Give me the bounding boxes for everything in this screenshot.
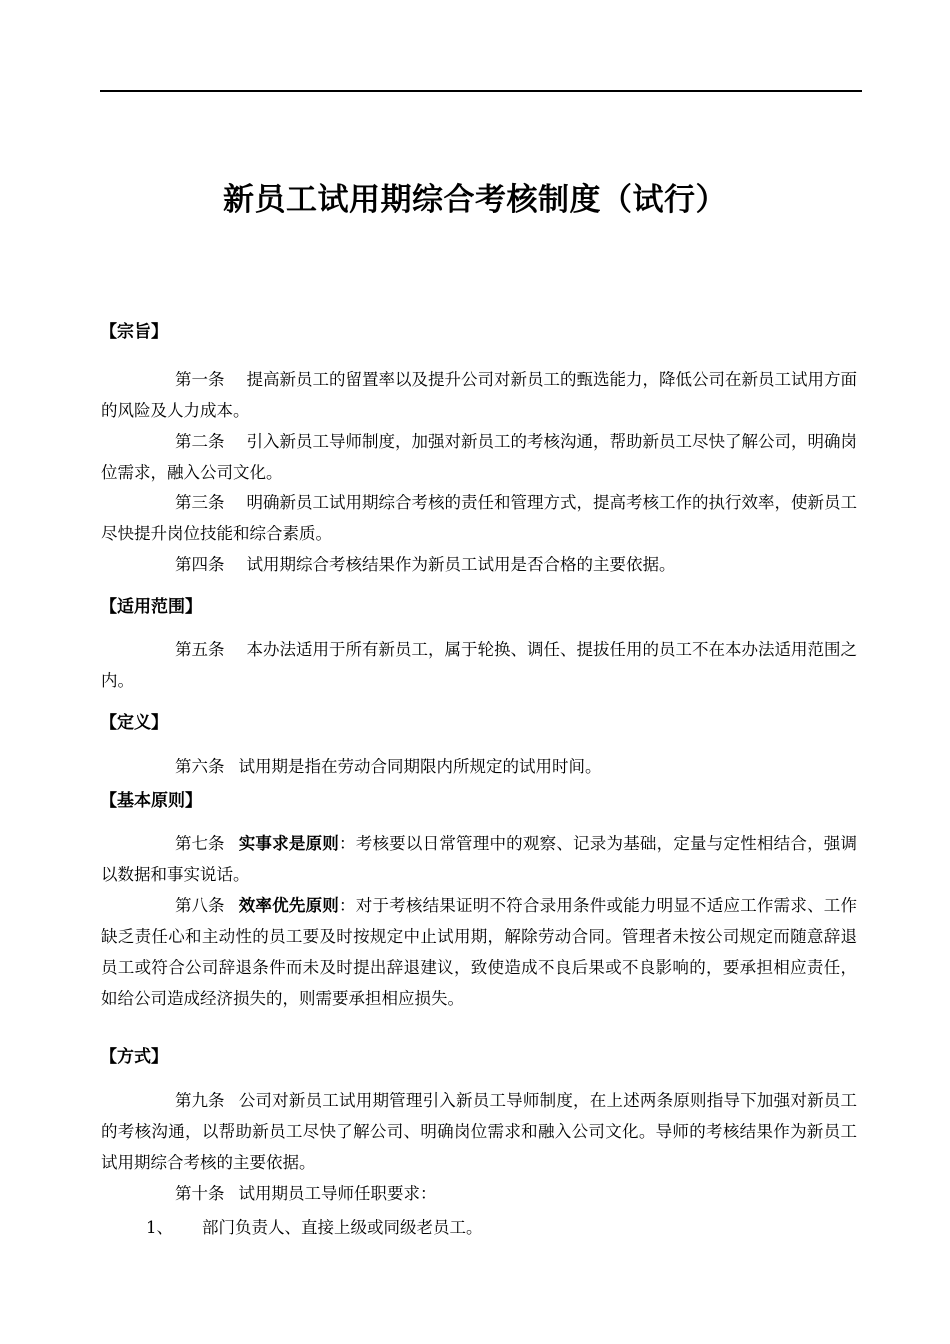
article-number: 第三条 — [175, 493, 225, 512]
principle-label: 效率优先原则 — [238, 896, 340, 915]
list-text: 部门负责人、直接上级或同级老员工。 — [202, 1218, 483, 1237]
article-text: 试用期员工导师任职要求： — [238, 1184, 437, 1203]
article-text: 引入新员工导师制度，加强对新员工的考核沟通，帮助新员工尽快了解公司，明确岗位需求，融入公司文化。 — [101, 432, 857, 482]
article-number: 第一条 — [175, 370, 225, 389]
article-10 — [101, 1178, 857, 1209]
header-rule — [100, 90, 862, 92]
article-text: 公司对新员工试用期管理引入新员工导师制度，在上述两条原则指导下加强对新员工的考核沟通，以帮助新员工尽快了解公司、明确岗位需求和融入公司文化。导师的考核结果作为新员工试用期综合考核的主要依据。 — [101, 1091, 857, 1172]
section-heading-scope: 【适用范围】 — [100, 597, 202, 617]
article-text: ：对于考核结果证明不符合录用条件或能力明显不适应工作需求、工作缺乏责任心和主动性的员工要及时按规定中止试用期，解除劳动合同。管理者未按公司规定而随意辞退员工或符合公司辞退条件而未及时提出辞退建议，致使造成不良后果或不良影响的，要承担相应责任，如给公司造成经济损失的，则需要承担相应损失。 — [101, 896, 858, 1008]
article-number: 第十条 — [175, 1184, 225, 1203]
article-6 — [101, 751, 857, 782]
section-heading-principles: 【基本原则】 — [100, 791, 202, 811]
article-text: 提高新员工的留置率以及提升公司对新员工的甄选能力，降低公司在新员工试用方面的风险及人力成本。 — [101, 370, 857, 420]
article-number: 第五条 — [175, 640, 225, 659]
article-5 — [101, 634, 857, 696]
article-number: 第六条 — [175, 757, 225, 776]
article-text: 试用期综合考核结果作为新员工试用是否合格的主要依据。 — [246, 555, 676, 574]
article-3 — [101, 487, 857, 549]
article-number: 第七条 — [175, 834, 225, 853]
article-text: 明确新员工试用期综合考核的责任和管理方式，提高考核工作的执行效率，使新员工尽快提升岗位技能和综合素质。 — [101, 493, 857, 543]
article-number: 第四条 — [175, 555, 225, 574]
article-text: 本办法适用于所有新员工，属于轮换、调任、提拔任用的员工不在本办法适用范围之内。 — [101, 640, 857, 690]
article-2 — [101, 426, 857, 488]
article-text: 试用期是指在劳动合同期限内所规定的试用时间。 — [238, 757, 602, 776]
section-heading-purpose: 【宗旨】 — [100, 322, 168, 342]
article-text: ：考核要以日常管理中的观察、记录为基础，定量与定性相结合，强调以数据和事实说话。 — [101, 834, 858, 884]
article-number: 第九条 — [175, 1091, 225, 1110]
article-number: 第二条 — [175, 432, 225, 451]
article-8 — [101, 890, 857, 1014]
article-4 — [101, 549, 857, 580]
document-title: 新员工试用期综合考核制度（试行） — [223, 182, 727, 218]
list-item — [146, 1212, 483, 1243]
article-9 — [101, 1085, 857, 1178]
list-number: 1、 — [146, 1218, 173, 1237]
section-heading-definition: 【定义】 — [100, 713, 168, 733]
article-number: 第八条 — [175, 896, 225, 915]
principle-label: 实事求是原则 — [238, 834, 340, 853]
section-heading-method: 【方式】 — [100, 1047, 168, 1067]
article-1 — [101, 364, 857, 426]
article-7 — [101, 828, 857, 890]
